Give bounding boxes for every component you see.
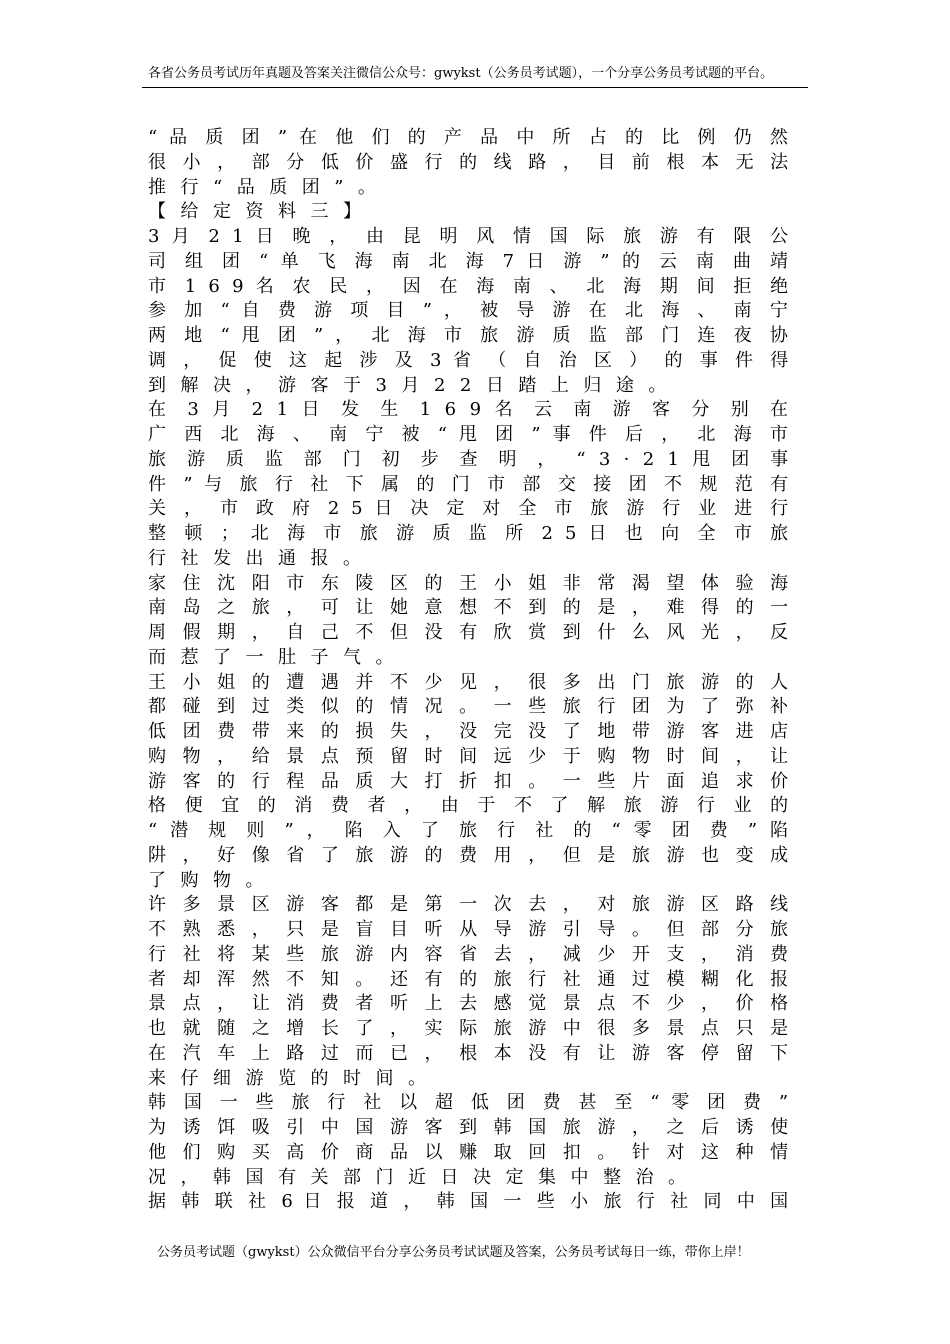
- text-line: 不 熟 悉 ， 只 是 盲 目 听 从 导 游 引 导 。 但 部 分 旅: [148, 919, 789, 940]
- text-line: 家 住 沈 阳 市 东 陵 区 的 王 小 姐 非 常 渴 望 体 验 海: [148, 572, 789, 594]
- text-line: 阱 ， 好 像 省 了 旅 游 的 费 用 ， 但 是 旅 游 也 变 成: [148, 844, 789, 866]
- text-line: 为 诱 饵 吸 引 中 国 游 客 到 韩 国 旅 游 ， 之 后 诱 使: [148, 1117, 789, 1138]
- text-line: 都 碰 到 过 类 似 的 情 况 。 一 些 旅 行 团 为 了 弥 补: [148, 696, 789, 718]
- text-line: 他 们 购 买 高 价 商 品 以 赚 取 回 扣 。 针 对 这 种 情: [148, 1141, 789, 1163]
- document-body: [148, 126, 788, 1215]
- text-line: 了购物。: [148, 869, 278, 891]
- header-divider: [142, 87, 808, 88]
- text-line: 参 加 “ 自 费 游 项 目 ” ， 被 导 游 在 北 海 、 南 宁: [148, 300, 788, 322]
- text-line: “ 潜 规 则 ” ， 陷 入 了 旅 行 社 的 “ 零 团 费 ” 陷: [148, 820, 789, 841]
- text-line: 王 小 姐 的 遭 遇 并 不 少 见 ， 很 多 出 门 旅 游 的 人: [148, 671, 789, 693]
- text-line: 格 便 宜 的 消 费 者 ， 由 于 不 了 解 旅 游 行 业 的: [148, 795, 789, 817]
- text-line: 旅 游 质 监 部 门 初 步 查 明 ， “ 3 · 2 1 甩 团 事: [148, 448, 789, 470]
- text-line: 据 韩 联 社 6 日 报 道 ， 韩 国 一 些 小 旅 行 社 同 中 国: [148, 1191, 789, 1213]
- page-footer: 公务员考试题（gwykst）公众微信平台分享公务员考试试题及答案，公务员考试每日一练，带你上岸！: [157, 1245, 750, 1260]
- text-line: 很 小 ， 部 分 低 价 盛 行 的 线 路 ， 目 前 根 本 无 法: [148, 151, 789, 173]
- text-line: 购 物 ， 给 景 点 预 留 时 间 远 少 于 购 物 时 间 ， 让: [148, 745, 789, 767]
- text-line: 【给定资料三】: [148, 201, 376, 223]
- text-line: 推行“品质团”。: [148, 176, 391, 198]
- text-line: 南 岛 之 旅 ， 可 让 她 意 想 不 到 的 是 ， 难 得 的 一: [148, 597, 789, 619]
- text-line: 市 1 6 9 名 农 民 ， 因 在 海 南 、 北 海 期 间 拒 绝: [148, 275, 789, 297]
- text-line: 在 汽 车 上 路 过 而 已 ， 根 本 没 有 让 游 客 停 留 下: [148, 1042, 789, 1064]
- text-line: 景 点 ， 让 消 费 者 听 上 去 感 觉 景 点 不 少 ， 价 格: [148, 993, 789, 1015]
- text-line: “ 品 质 团 ” 在 他 们 的 产 品 中 所 占 的 比 例 仍 然: [148, 127, 788, 148]
- text-line: 两 地 “ 甩 团 ” ， 北 海 市 旅 游 质 监 部 门 连 夜 协: [148, 325, 788, 346]
- text-line: 行社发出通报。: [148, 547, 376, 569]
- text-line: 也 就 随 之 增 长 了 ， 实 际 旅 游 中 很 多 景 点 只 是: [148, 1018, 789, 1039]
- text-line: 到解决，游客于3月22日踏上归途。: [148, 374, 681, 396]
- text-line: 调 ， 促 使 这 起 涉 及 3 省 （ 自 治 区 ） 的 事 件 得: [148, 349, 789, 371]
- text-line: 许 多 景 区 游 客 都 是 第 一 次 去 ， 对 旅 游 区 路 线: [148, 894, 789, 916]
- text-line: 韩 国 一 些 旅 行 社 以 超 低 团 费 甚 至 “ 零 团 费 ”: [148, 1092, 789, 1114]
- text-line: 行 社 将 某 些 旅 游 内 容 省 去 ， 减 少 开 支 ， 消 费: [148, 943, 789, 965]
- text-line: 来仔细游览的时间。: [148, 1067, 441, 1089]
- text-line: 件 ” 与 旅 行 社 下 属 的 门 市 部 交 接 团 不 规 范 有: [148, 473, 789, 495]
- text-line: 而惹了一肚子气。: [148, 646, 408, 668]
- page-header: 各省公务员考试历年真题及答案关注微信公众号：gwykst（公务员考试题），一个分享公务员考试题的平台。: [148, 66, 774, 81]
- text-line: 者 却 浑 然 不 知 。 还 有 的 旅 行 社 通 过 模 糊 化 报: [148, 968, 789, 990]
- text-line: 在 3 月 2 1 日 发 生 1 6 9 名 云 南 游 客 分 别 在: [148, 399, 789, 421]
- text-line: 广 西 北 海 、 南 宁 被 “ 甩 团 ” 事 件 后 ， 北 海 市: [148, 424, 788, 445]
- text-line: 况，韩国有关部门近日决定集中整治。: [148, 1166, 701, 1188]
- text-line: 低 团 费 带 来 的 损 失 ， 没 完 没 了 地 带 游 客 进 店: [148, 721, 789, 742]
- text-line: 周 假 期 ， 自 己 不 但 没 有 欣 赏 到 什 么 风 光 ， 反: [148, 622, 789, 643]
- text-line: 3 月 2 1 日 晚 ， 由 昆 明 风 情 国 际 旅 游 有 限 公: [148, 226, 789, 247]
- text-line: 关 ， 市 政 府 2 5 日 决 定 对 全 市 旅 游 行 业 进 行: [148, 498, 789, 520]
- text-line: 司 组 团 “ 单 飞 海 南 北 海 7 日 游 ” 的 云 南 曲 靖: [148, 250, 788, 272]
- text-line: 整 顿 ； 北 海 市 旅 游 质 监 所 2 5 日 也 向 全 市 旅: [148, 523, 789, 544]
- text-line: 游 客 的 行 程 品 质 大 打 折 扣 。 一 些 片 面 追 求 价: [148, 770, 789, 792]
